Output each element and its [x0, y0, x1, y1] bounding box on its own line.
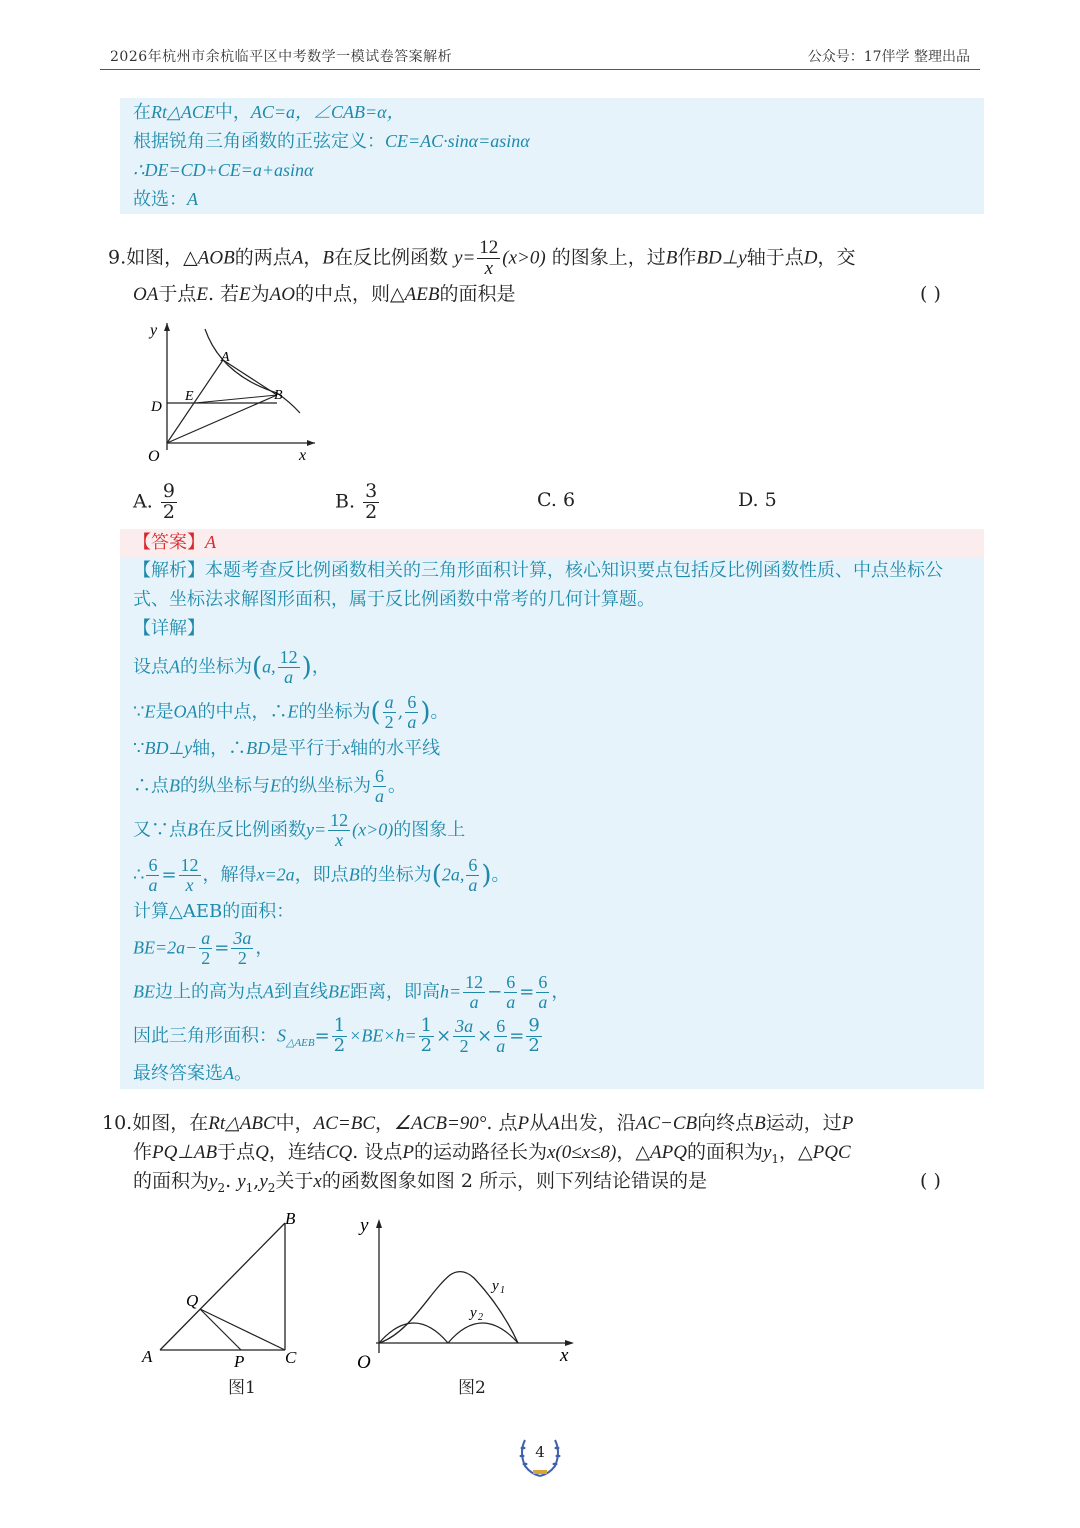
- segment-AB: [223, 360, 277, 395]
- label-A: A: [142, 1347, 153, 1366]
- page-header: [100, 44, 980, 70]
- solution-step-8: BE=2a− $\frac{a}{2}$ = $\frac{3a}{2}$ ，: [133, 928, 274, 968]
- prev-solution-line-3: ∴DE=CD+CE=a+asinα: [133, 160, 314, 180]
- q10-answer-paren: ( ): [920, 1170, 941, 1192]
- q9-answer-paren: ( ): [920, 283, 941, 305]
- label-B: B: [274, 388, 283, 403]
- label-y1: y: [492, 1278, 499, 1294]
- label-y: y: [360, 1215, 369, 1236]
- solution-step-2: ∵E是OA的中点，∴E的坐标为( $\frac{a}{2}$ , $\frac{6}{a}$ )。: [133, 692, 449, 732]
- label-A: A: [221, 350, 230, 365]
- curve-y2-part1: [379, 1323, 448, 1343]
- page-number: 4: [535, 1443, 545, 1461]
- prev-solution-line-2: 根据锐角三角函数的正弦定义：CE=AC·sinα=asinα: [133, 131, 530, 152]
- segment-PQ: [200, 1309, 241, 1350]
- q10-figure-1: [135, 1205, 315, 1375]
- detail-tag: 【详解】: [133, 618, 205, 639]
- curve-y2-part2: [448, 1323, 518, 1343]
- prev-solution-line-4: 故选：A: [133, 189, 198, 210]
- solution-step-7: 计算△AEB的面积：: [133, 901, 295, 922]
- q9-line-1: 9.如图，△AOB的两点A，B在反比例函数 y= $\frac{12}{x}$ (x>0) 的图象上，过B作BD⊥y轴于点D，交: [108, 237, 856, 279]
- x-axis-arrow: [307, 440, 315, 446]
- solution-step-6: ∴ $\frac{6}{a}$ = $\frac{12}{x}$ ，解得x=2a，即点B的坐标为(2a, $\frac{6}{a}$ )。: [133, 855, 510, 895]
- label-E: E: [185, 389, 194, 404]
- q10-line-2: 作PQ⊥AB于点Q，连结CQ. 设点P的运动路径长为x(0≤x≤8)，△APQ的面积为$y_1$，△PQC: [133, 1141, 851, 1166]
- q10-line-3: 的面积为$y_2$. $y_1,y_2$关于x的函数图象如图 2 所示，则下列结论错误的是: [133, 1170, 708, 1195]
- fig2-caption: 图2: [458, 1378, 486, 1398]
- q10-line-1: 10.如图，在Rt△ABC中，AC=BC，∠ACB=90°. 点P从A出发，沿AC−CB向终点B运动，过P: [102, 1112, 854, 1134]
- label-y2-sub: 2: [478, 1312, 483, 1323]
- label-D: D: [151, 399, 162, 415]
- label-C: C: [285, 1348, 297, 1367]
- y-axis-arrow: [164, 323, 170, 331]
- y-axis-arrow: [376, 1219, 382, 1228]
- label-P: P: [234, 1352, 245, 1371]
- solution-step-3: ∵BD⊥y轴，∴BD是平行于x轴的水平线: [133, 738, 441, 759]
- label-O: O: [357, 1352, 371, 1373]
- label-y1-sub: 1: [500, 1285, 505, 1296]
- q9-option-d: D. 5: [738, 489, 777, 511]
- label-Q: Q: [186, 1291, 199, 1310]
- header-title: 2026年杭州市余杭临平区中考数学一模试卷答案解析: [110, 49, 453, 65]
- page-number-emblem: [515, 1430, 565, 1480]
- q9-option-b: B. $\frac{3}{2}$: [335, 480, 378, 523]
- label-B: B: [285, 1209, 296, 1228]
- label-x: x: [560, 1345, 569, 1366]
- q9-line-2: OA于点E. 若E为AO的中点，则△AEB的面积是: [133, 283, 516, 305]
- answer-line: 【答案】A: [133, 532, 216, 553]
- solution-step-11: 最终答案选A。: [133, 1063, 252, 1084]
- analysis-line-2: 式、坐标法求解图形面积，属于反比例函数中常考的几何计算题。: [133, 589, 655, 610]
- fig1-caption: 图1: [228, 1378, 256, 1398]
- header-source: 公众号：17伴学 整理出品: [807, 49, 970, 65]
- solution-step-1: 设点A的坐标为(a, $\frac{12}{a}$ )，: [133, 647, 330, 687]
- label-O: O: [148, 448, 160, 465]
- label-y: y: [150, 322, 158, 339]
- solution-step-5: 又∵点B在反比例函数y= $\frac{12}{x}$ (x>0)的图象上: [133, 810, 466, 850]
- label-x: x: [299, 447, 307, 464]
- solution-step-9: BE边上的高为点A到直线BE距离，即高h= $\frac{12}{a}$ − $\frac{6}{a}$ = $\frac{6}{a}$ ，: [133, 972, 570, 1012]
- prev-solution-line-1: 在Rt△ACE中，AC=a，∠CAB=α，: [133, 102, 405, 123]
- label-y2: y: [470, 1305, 477, 1321]
- q9-figure: [135, 315, 325, 470]
- analysis-line-1: 【解析】本题考查反比例函数相关的三角形面积计算，核心知识要点包括反比例函数性质、中点坐标公: [133, 560, 943, 581]
- emblem-base: [533, 1470, 547, 1474]
- q10-figure-2: [340, 1205, 585, 1375]
- q9-option-a: A. $\frac{9}{2}$: [133, 480, 175, 523]
- segment-CQ: [200, 1309, 285, 1350]
- solution-step-10: 因此三角形面积：$S_{\triangle AEB}=$ $\frac{1}{2}$ ×BE×h= $\frac{1}{2}$ × $\frac{3a}{2}$ × $\frac{6}{a}$ = $\frac{9}{2}$: [133, 1015, 540, 1056]
- segment-EB: [195, 395, 277, 403]
- solution-step-4: ∴点B的纵坐标与E的纵坐标为 $\frac{6}{a}$ 。: [133, 766, 406, 806]
- q9-option-c: C. 6: [537, 489, 576, 511]
